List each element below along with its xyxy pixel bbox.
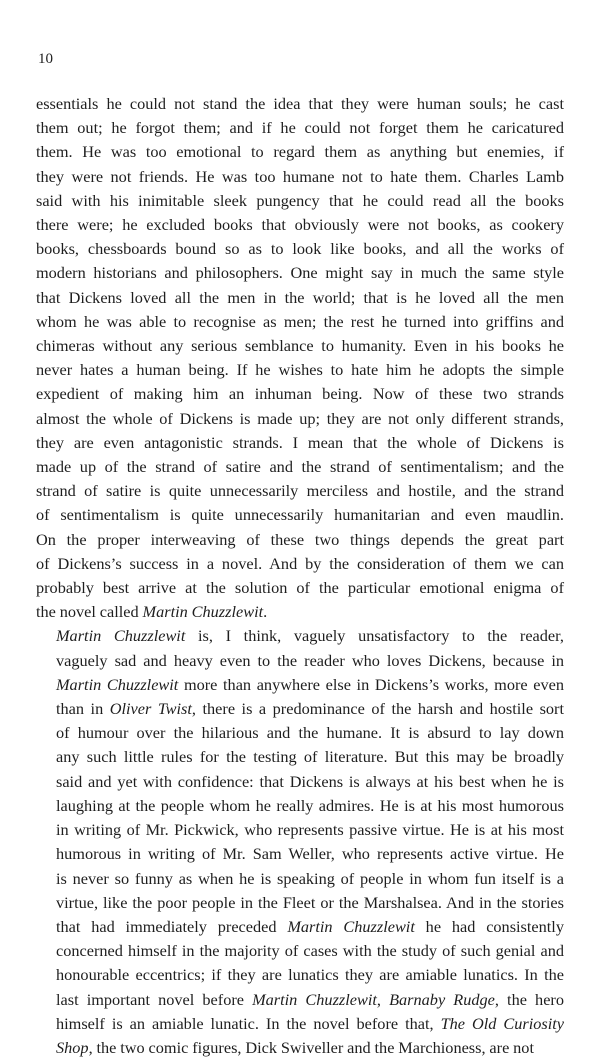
text-line	[36, 915, 564, 939]
text-run: is never so funny as when he is speaking of people in whom fun itself is a	[56, 868, 564, 888]
text-run: that had immediately preceded	[56, 916, 288, 936]
italic-title: Martin Chuzzlewit	[287, 916, 415, 936]
text-line	[36, 624, 564, 648]
text-line	[36, 988, 564, 1012]
text-run: , there is a predominance of the harsh and hostile sort	[191, 699, 564, 719]
text-run: virtue, like the poor people in the Fleet or the Marshalsea. And in the stories	[56, 892, 564, 912]
italic-title: Oliver Twist	[109, 699, 192, 719]
text-line	[36, 818, 564, 842]
italic-title: The Old Curiosity	[440, 1013, 564, 1033]
text-line	[36, 721, 564, 745]
text-run: there were; he excluded books that obviously were not books, as cookery	[36, 215, 564, 235]
text-line	[36, 431, 564, 455]
paragraph	[36, 92, 564, 624]
text-line	[36, 334, 564, 358]
italic-title: Martin Chuzzlewit	[142, 602, 264, 622]
text-line	[36, 140, 564, 164]
italic-title: Barnaby Rudge	[389, 989, 495, 1009]
text-run: of sentimentalism is quite unnecessarily humanitarian and even maudlin.	[36, 505, 564, 525]
text-run: concerned himself in the majority of cases with the study of such genial and	[56, 941, 564, 961]
text-line	[36, 1012, 564, 1036]
text-line	[36, 600, 564, 624]
text-line	[36, 770, 564, 794]
body-text	[36, 92, 564, 1060]
text-line	[36, 261, 564, 285]
text-line	[36, 963, 564, 987]
text-run: that Dickens loved all the men in the world; that is he loved all the men	[36, 287, 564, 307]
text-run: expedient of making him an inhuman being. Now of these two strands	[36, 384, 564, 404]
text-run: modern historians and philosophers. One might say in much the same style	[36, 263, 564, 283]
text-run: them. He was too emotional to regard them as anything but enemies, if	[36, 142, 564, 162]
text-run: they were not friends. He was too humane not to hate them. Charles Lamb	[36, 166, 564, 186]
text-run: almost the whole of Dickens is made up; they are not only different strands,	[36, 408, 564, 428]
text-line	[36, 407, 564, 431]
paragraph	[36, 624, 564, 1060]
text-run: of Dickens’s success in a novel. And by the consideration of them we can	[36, 553, 564, 573]
text-run: said and yet with confidence: that Dickens is always at his best when he is	[56, 771, 564, 791]
text-run: honourable eccentrics; if they are lunatics they are amiable lunatics. In the	[56, 965, 564, 985]
text-line	[36, 649, 564, 673]
text-run: .	[263, 602, 268, 622]
text-line	[36, 891, 564, 915]
text-run: himself is an amiable lunatic. In the novel before that,	[56, 1013, 441, 1033]
text-run: , the two comic figures, Dick Swiveller and the Marchioness, are not	[88, 1037, 534, 1057]
text-line	[36, 528, 564, 552]
text-run: books, chessboards bound so as to look like books, and all the works of	[36, 239, 564, 259]
text-run: essentials he could not stand the idea that they were human souls; he cast	[36, 94, 564, 113]
text-run: the novel called	[36, 602, 143, 622]
text-run: more than anywhere else in Dickens’s works, more even	[178, 674, 564, 694]
text-run: laughing at the people whom he really admires. He is at his most humorous	[56, 795, 564, 815]
text-run: , the hero	[494, 989, 564, 1009]
text-line	[36, 697, 564, 721]
text-run: whom he was able to recognise as men; the rest he turned into griffins and	[36, 311, 564, 331]
text-line	[36, 842, 564, 866]
text-run: they are even antagonistic strands. I mean that the whole of Dickens is	[36, 432, 564, 452]
text-line	[36, 165, 564, 189]
text-line	[36, 1036, 564, 1060]
page-number: 10	[38, 51, 53, 67]
text-run: is, I think, vaguely unsatisfactory to the reader,	[185, 626, 564, 646]
text-run: strand of satire is quite unnecessarily merciless and hostile, and the strand	[36, 481, 564, 501]
text-line	[36, 867, 564, 891]
text-line	[36, 382, 564, 406]
italic-title: Shop	[56, 1037, 89, 1057]
text-line	[36, 92, 564, 116]
text-run: any such little rules for the testing of literature. But this may be broadly	[56, 747, 564, 767]
text-run: never hates a human being. If he wishes to hate him he adopts the simple	[36, 360, 564, 380]
italic-title: Martin Chuzzlewit	[56, 674, 179, 694]
text-line	[36, 794, 564, 818]
text-run: said with his inimitable sleek pungency that he could read all the books	[36, 190, 564, 210]
text-run: made up of the strand of satire and the strand of sentimentalism; and the	[36, 457, 564, 477]
text-line	[36, 503, 564, 527]
text-line	[36, 745, 564, 769]
text-run: than in	[56, 699, 110, 719]
text-line	[36, 286, 564, 310]
text-line	[36, 479, 564, 503]
text-line	[36, 455, 564, 479]
text-run: On the proper interweaving of these two things depends the great part	[36, 529, 564, 549]
text-line	[36, 358, 564, 382]
text-run: probably best arrive at the solution of the particular emotional enigma of	[36, 578, 564, 598]
text-line	[36, 213, 564, 237]
text-run: in writing of Mr. Pickwick, who represents passive virtue. He is at his most	[56, 820, 564, 840]
text-run: vaguely sad and heavy even to the reader who loves Dickens, because in	[56, 650, 564, 670]
text-line	[36, 310, 564, 334]
text-line	[36, 576, 564, 600]
text-run: he had consistently	[414, 916, 564, 936]
italic-title: Martin Chuzzlewit	[252, 989, 377, 1009]
text-run: humorous in writing of Mr. Sam Weller, who represents active virtue. He	[56, 844, 564, 864]
text-run: chimeras without any serious semblance to humanity. Even in his books he	[36, 336, 564, 356]
text-run: ,	[376, 989, 390, 1009]
text-run: of humour over the hilarious and the humane. It is absurd to lay down	[56, 723, 564, 743]
text-line	[36, 116, 564, 140]
text-line	[36, 237, 564, 261]
text-line	[36, 189, 564, 213]
text-run: them out; he forgot them; and if he could not forget them he caricatured	[36, 118, 564, 138]
text-run: last important novel before	[56, 989, 253, 1009]
text-line	[36, 673, 564, 697]
italic-title: Martin Chuzzlewit	[56, 626, 186, 646]
text-line	[36, 552, 564, 576]
text-line	[36, 939, 564, 963]
